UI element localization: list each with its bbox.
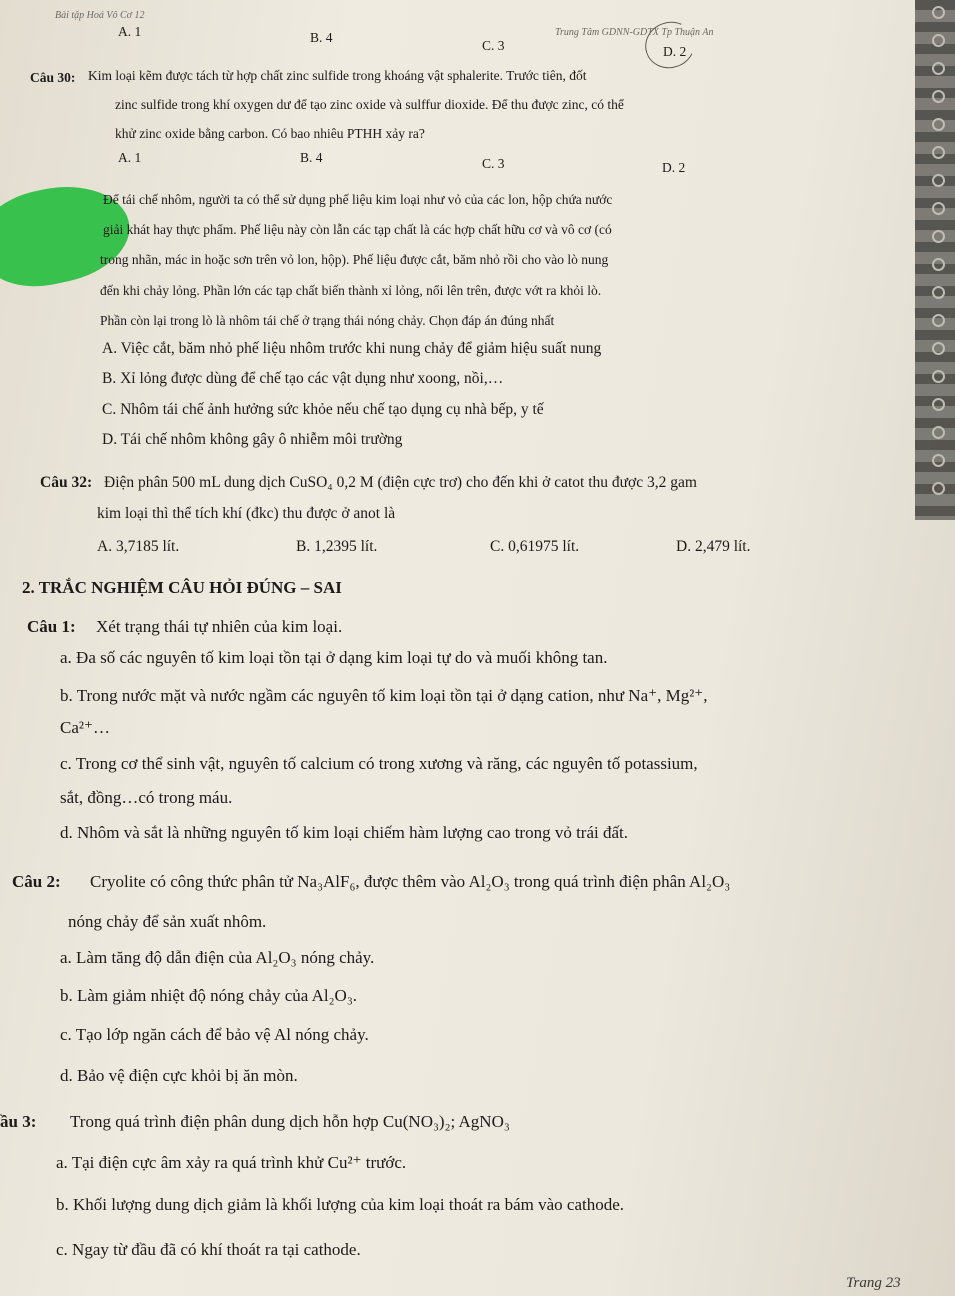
binding-hole [932, 426, 945, 439]
binding-hole [932, 398, 945, 411]
binding-hole [932, 90, 945, 103]
header-right-note: Trung Tâm GDNN-GDTX Tp Thuận An [555, 27, 714, 38]
tf2-d: d. Bảo vệ điện cực khỏi bị ăn mòn. [60, 1066, 298, 1085]
top-option-b: B. 4 [310, 30, 333, 45]
tf2-a: a. Làm tăng độ dẫn điện của Al₂O₃ nóng chảy. [60, 948, 375, 967]
binding-hole [932, 454, 945, 467]
page-number: Trang 23 [846, 1275, 901, 1291]
q31-option-a: A. Việc cắt, băm nhỏ phế liệu nhôm trước khi nung chảy để giảm hiệu suất nung [102, 340, 602, 357]
q32-line-2: kim loại thì thể tích khí (đkc) thu được ở anot là [97, 505, 396, 522]
spiral-binding [915, 0, 955, 520]
header-left-note: Bài tập Hoá Vô Cơ 12 [55, 10, 145, 21]
binding-hole [932, 202, 945, 215]
q32-line-1: Điện phân 500 mL dung dịch CuSO₄ 0,2 M (điện cực trơ) cho đến khi ở catot thu được 3,2 gam [104, 474, 697, 491]
q31-line-2: giải khát hay thực phẩm. Phế liệu này còn lẫn các tạp chất là các hợp chất hữu cơ và vô cơ (có [103, 222, 612, 237]
q30-line-2: zinc sulfide trong khí oxygen dư để tạo zinc oxide và sulffur dioxide. Để thu được zinc, có thể [115, 97, 624, 112]
tf1-a: a. Đa số các nguyên tố kim loại tồn tại ở dạng kim loại tự do và muối không tan. [60, 648, 608, 667]
tf3-a: a. Tại điện cực âm xảy ra quá trình khử Cu²⁺ trước. [56, 1153, 407, 1172]
q30-line-3: khử zinc oxide bằng carbon. Có bao nhiêu PTHH xảy ra? [115, 126, 425, 141]
binding-hole [932, 34, 945, 47]
binding-hole [932, 62, 945, 75]
q31-option-b: B. Xỉ lỏng được dùng để chế tạo các vật dụng như xoong, nồi,… [102, 370, 504, 387]
binding-hole [932, 314, 945, 327]
binding-hole [932, 230, 945, 243]
binding-hole [932, 482, 945, 495]
q32-option-c: C. 0,61975 lít. [490, 538, 580, 555]
tf2-stem-line-1: Cryolite có công thức phân tử Na₃AlF₆, được thêm vào Al₂O₃ trong quá trình điện phân Al₂O₃ [90, 872, 731, 891]
q32-label: Câu 32: [40, 474, 93, 491]
q32-option-a: A. 3,7185 lít. [97, 538, 180, 555]
binding-hole [932, 258, 945, 271]
top-option-a: A. 1 [118, 24, 142, 39]
q30-option-a: A. 1 [118, 150, 142, 165]
binding-hole [932, 174, 945, 187]
q30-option-c: C. 3 [482, 156, 505, 171]
tf1-c-line-2: sắt, đồng…có trong máu. [60, 788, 233, 807]
q31-line-4: đến khi chảy lỏng. Phần lớn các tạp chất biến thành xỉ lỏng, nổi lên trên, được vớt ra khỏi lò. [100, 283, 602, 298]
tf1-b-line-2: Ca²⁺… [60, 718, 110, 737]
q30-line-1: Kim loại kẽm được tách từ hợp chất zinc sulfide trong khoáng vật sphalerite. Trước tiên, đốt [88, 68, 587, 83]
tf1-stem: Xét trạng thái tự nhiên của kim loại. [96, 617, 343, 636]
tf2-b: b. Làm giảm nhiệt độ nóng chảy của Al₂O₃. [60, 986, 358, 1005]
binding-hole [932, 342, 945, 355]
tf2-stem-line-2: nóng chảy để sản xuất nhôm. [68, 912, 267, 931]
tf1-d: d. Nhôm và sắt là những nguyên tố kim loại chiếm hàm lượng cao trong vỏ trái đất. [60, 823, 628, 842]
tf3-b: b. Khối lượng dung dịch giảm là khối lượng của kim loại thoát ra bám vào cathode. [56, 1195, 625, 1214]
tf1-label: Câu 1: [27, 617, 76, 636]
q30-option-d: D. 2 [662, 160, 686, 175]
q31-line-3: trong nhãn, mác in hoặc sơn trên vỏ lon, hộp). Phế liệu được cắt, băm nhỏ rồi cho vào lò nung [100, 252, 609, 267]
tf2-c: c. Tạo lớp ngăn cách để bảo vệ Al nóng chảy. [60, 1025, 369, 1044]
top-option-c: C. 3 [482, 38, 505, 53]
binding-hole [932, 118, 945, 131]
binding-hole [932, 286, 945, 299]
tf1-b-line-1: b. Trong nước mặt và nước ngầm các nguyên tố kim loại tồn tại ở dạng cation, như Na⁺, Mg²⁺, [60, 686, 708, 705]
q31-option-c: C. Nhôm tái chế ảnh hưởng sức khỏe nếu chế tạo dụng cụ nhà bếp, y tế [102, 401, 544, 418]
tf1-c-line-1: c. Trong cơ thể sinh vật, nguyên tố calcium có trong xương và răng, các nguyên tố potassium, [60, 754, 698, 773]
q30-label: Câu 30: [30, 70, 76, 85]
q30-option-b: B. 4 [300, 150, 323, 165]
tf3-stem: Trong quá trình điện phân dung dịch hỗn hợp Cu(NO₃)₂; AgNO₃ [70, 1112, 510, 1131]
q31-option-d: D. Tái chế nhôm không gây ô nhiễm môi trường [102, 431, 403, 448]
tf2-label: Câu 2: [12, 872, 61, 891]
tf3-label: ầu 3: [0, 1112, 37, 1131]
q31-line-1: Để tái chế nhôm, người ta có thể sử dụng phế liệu kim loại như vỏ của các lon, hộp chứa nước [103, 192, 613, 207]
binding-hole [932, 6, 945, 19]
binding-hole [932, 146, 945, 159]
binding-hole [932, 370, 945, 383]
q32-option-b: B. 1,2395 lít. [296, 538, 378, 555]
section-2-title: 2. TRẮC NGHIỆM CÂU HỎI ĐÚNG – SAI [22, 578, 342, 597]
tf3-c: c. Ngay từ đầu đã có khí thoát ra tại cathode. [56, 1240, 361, 1259]
q31-line-5: Phần còn lại trong lò là nhôm tái chế ở trạng thái nóng chảy. Chọn đáp án đúng nhất [100, 313, 555, 328]
q32-option-d: D. 2,479 lít. [676, 538, 751, 555]
top-option-d: D. 2 [663, 44, 687, 59]
